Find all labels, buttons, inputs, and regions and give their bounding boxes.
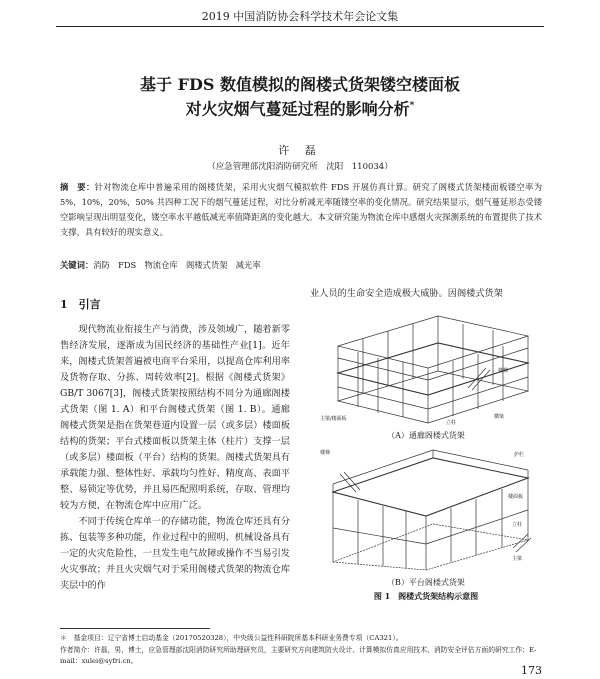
paper-title-line1: 基于 FDS 数值模拟的阁楼式货架镂空楼面板 [140,75,460,94]
fig-1b-label: 楼梯 [320,450,331,456]
figure-1a-caption: （A）通廊阁楼式货架 [387,431,465,440]
header-rule [56,26,544,27]
fig-1b-label: 护栏 [514,452,525,458]
section-heading-introduction: 1 引言 [60,298,101,311]
figure-1b-caption: （B）平台阁楼式货架 [387,578,465,587]
footnote-author-bio: 作者简介：许磊，男，博士，应急管理部沈阳消防研究所助理研究员，主要研究方向建筑防火设计、计算模拟仿真应用技术、消防安全评估方面的研究工作；E-mail：xulei@syfri.cn。 [60,646,537,665]
paper-title-line2 [60,96,540,119]
title-line2-text: 对火灾烟气蔓延过程的影响分析 [185,99,410,119]
figure-1a-drawing [318,306,536,426]
abstract-text: 针对物流仓库中普遍采用的阁楼货架，采用火灾烟气模拟软件 FDS 开展仿真计算。研究了阁楼式货架楼面板镂空率为 5%，10%，20%，50% 共四种工况下的烟气蔓延过程，对比分析减光率随镂空率的变化情况。研究结果显示，烟气蔓延形态受镂空影响呈现出明显变化，镂空率水平越低减光率值降距离的变化越大。本文研究能为物流仓库中感烟火灾探测系统的布置提供了技术支撑，具有较好的现实意义。 [60,182,542,237]
page-number: 173 [521,664,542,677]
fig-1a-label: 主梁/楼面板 [320,416,347,422]
fig-1a-label: 立柱 [446,420,457,426]
fig-1b-label: 楼面板 [508,494,524,500]
fig-1b-label: 立柱 [512,522,523,528]
fig-1b-label: 主梁 [512,556,523,562]
right-column-top-line: 业人员的生命安全造成极大威胁。因阁楼式货架 [310,288,503,299]
footnote-rule [60,628,210,629]
abstract [60,180,542,240]
keywords [60,259,542,271]
figure-1b-drawing [318,444,536,574]
author: 许 磊 [278,144,322,157]
title-footnote-marker: * [409,101,415,111]
abstract-label: 摘 要： [60,182,95,192]
fig-1a-label: 楼梯 [498,368,509,374]
footnote-fund: ＊ 基金项目：辽宁省博士启动基金（20170520328），中央级公益性科研院所基本科研业务费专项（CA321）。 [60,634,403,642]
running-header: 2019 中国消防协会科学技术年会论文集 [201,10,399,23]
fig-1a-label: 横梁 [494,414,505,420]
keywords-label: 关键词： [60,260,94,270]
left-column [60,322,290,594]
keywords-text: 消防 FDS 物流仓库 阁楼式货架 减光率 [93,260,261,270]
affiliation: （应急管理部沈阳消防研究所 沈阳 110034） [207,162,393,172]
intro-paragraph-2: 不同于传统仓库单一的存储功能，物流仓库还具有分拣、包装等多种功能，作业过程中的照明、机械设备具有一定的火灾危险性，一旦发生电气故障或操作不当易引发火灾事故；并且火灾烟气对于采用阁楼式货架的物流仓库夹层中的作 [60,516,290,591]
figure-1-caption: 图 1 阁楼式货架结构示意图 [373,591,479,601]
intro-paragraph-1: 现代物流业衔接生产与消费，涉及领域广，随着新零售经济发展，逐渐成为国民经济的基础性产业[1]。近年来，阁楼式货架普遍被电商平台采用，以提高仓库利用率及货物存取、分拣、周转效率[2]。根据《阁楼式货架》GB/T 3067[3]，阁楼式货架按照结构不同分为通廊阁楼式货架（图 1. A）和平台阁楼式货架（图 1. B）。通廊阁楼式货架是指在货架巷道内设置一层（或多层）楼面板结构的货架；平台式楼面板以货架主体（柱片）支撑一层（或多层）楼面板（平台）结构的货架。阁楼式货架具有承载能力强、整体性好、承载均匀性好、精度高、表面平整、易锁定等优势，并且易匹配照明系统，存取、管理均较为方便，在物流仓库中应用广泛。 [60,324,290,511]
